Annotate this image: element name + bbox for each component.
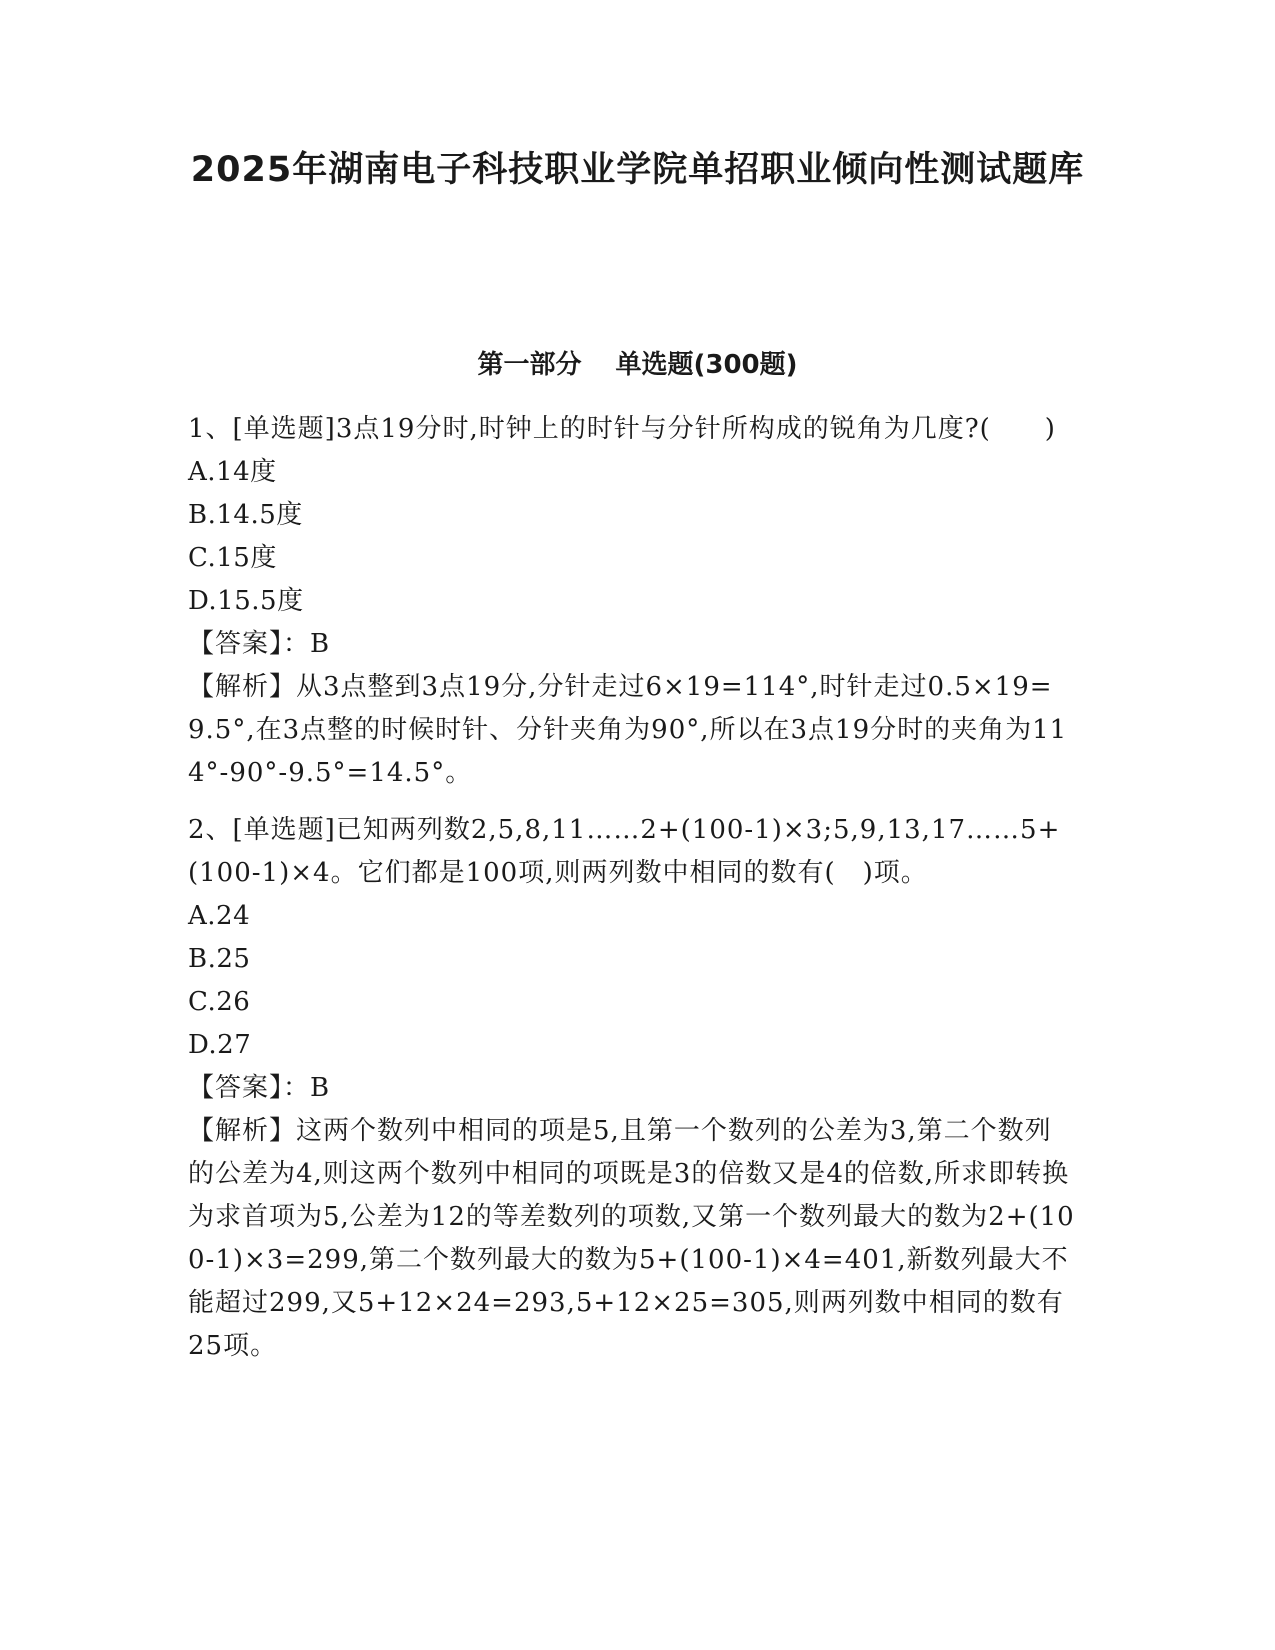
option-b: B.14.5度 bbox=[188, 500, 303, 530]
answer-label: 【答案】： bbox=[188, 1073, 311, 1103]
section-part: 第一部分 bbox=[477, 350, 582, 380]
analysis-text: 这两个数列中相同的项是5,且第一个数列的公差为3,第二个数列的公差为4,则这两个数列中相同的项既是3的倍数又是4的倍数,所求即转换为求首项为5,公差为12的等差数列的项数,又第一个数列最大的数为2+(100-1)×3=299,第二个数列最大的数为5+(100-1)×4=401,新数列最大不能超过299,又5+12×24=293,5+12×25=305,则两列数中相同的数有25项。 bbox=[188, 1116, 1075, 1361]
question-2 bbox=[188, 809, 1078, 1368]
analysis-line bbox=[188, 1110, 1078, 1368]
option-a: A.24 bbox=[188, 901, 251, 931]
option-b: B.25 bbox=[188, 944, 251, 974]
question-list bbox=[188, 408, 1078, 1382]
analysis-label: 【解析】 bbox=[188, 1116, 297, 1146]
answer-line bbox=[188, 623, 1078, 666]
document-title: 2025年湖南电子科技职业学院单招职业倾向性测试题库 bbox=[190, 150, 1085, 190]
option-d: D.27 bbox=[188, 1030, 252, 1060]
analysis-line bbox=[188, 666, 1078, 795]
analysis-label: 【解析】 bbox=[188, 672, 297, 702]
answer-value: B bbox=[310, 629, 331, 659]
option-c: C.15度 bbox=[188, 543, 277, 573]
option-a: A.14度 bbox=[188, 457, 277, 487]
option-c: C.26 bbox=[188, 987, 251, 1017]
question-1 bbox=[188, 408, 1078, 795]
answer-line bbox=[188, 1067, 1078, 1110]
section-heading bbox=[160, 345, 1115, 385]
option-d: D.15.5度 bbox=[188, 586, 304, 616]
question-stem: 1、[单选题]3点19分时,时钟上的时针与分针所构成的锐角为几度?( ) bbox=[188, 414, 1056, 444]
answer-value: B bbox=[310, 1073, 331, 1103]
answer-label: 【答案】： bbox=[188, 629, 311, 659]
question-stem: 2、[单选题]已知两列数2,5,8,11……2+(100-1)×3;5,9,13,17……5+(100-1)×4。它们都是100项,则两列数中相同的数有( )项。 bbox=[188, 815, 1061, 888]
section-name: 单选题(300题) bbox=[615, 350, 798, 380]
analysis-text: 从3点整到3点19分,分针走过6×19=114°,时针走过0.5×19=9.5°,在3点整的时候时针、分针夹角为90°,所以在3点19分时的夹角为114°-90°-9.5°=14.5°。 bbox=[188, 672, 1068, 788]
